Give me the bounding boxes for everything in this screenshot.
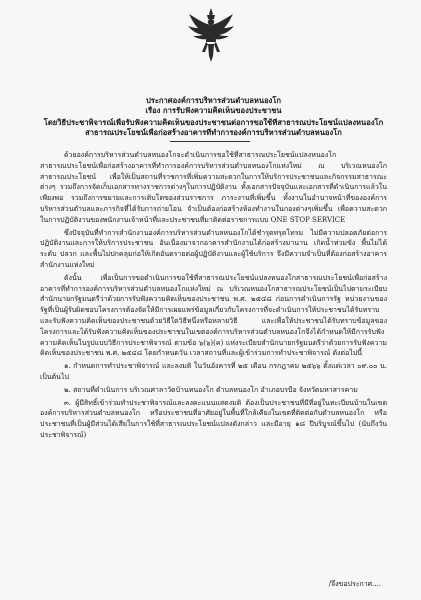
paragraph-background: ด้วยองค์การบริหารส่วนตำบลหนองโกจะดำเนินการขอใช้ที่สาธารณประโยชน์แปลงหนองโก สาธารณประโยชน์เพื่อก่อสร้างอาคารที่ทำการองค์การบริหารส่วนตำบลหนองโกแห่งใหม่ ณ บริเวณหนองโก สาธารณประโยชน์ เพื่อให้เป็นสถานที่ราชการที่เพิ่มความสะดวกในการให้บริการประชาชนและกิจกรรมสาธารณะต่างๆ รวมถึงการจัดเก็บเอกสารทางราชการต่างๆในการปฏิบัติงาน ทั้งเอกสารปัจจุบันและเอกสารที่ดำเนินการแล้วในเพียงพอ รวมถึงการขยายและการเติบโตของส่วนราชการ ภาระงานที่เพิ่มขึ้น ทั้งงานในอำนาจหน้าที่ขององค์การบริหารส่วนตำบลและภารกิจที่ได้รับการถ่ายโอน จำเป็นต้องก่อสร้างห้องทำงานในกองต่างๆเพิ่มขึ้น เพื่อความสะดวกในการปฏิบัติงานของพนักงานเจ้าหน้าที่และประชาชนที่มาติดต่อราชการแบบ ONE STOP SERVICE [40, 151, 387, 224]
paragraph-hearing-method: ดังนั้น เพื่อเป็นการขอดำเนินการขอใช้ที่สาธารณประโยชน์แปลงหนองโกสาธารณประโยชน์เพื่อก่อสร้างอาคารที่ทำการองค์การบริหารส่วนตำบลหนองโกแห่งใหม่ ณ บริเวณหนองโกสาธารณประโยชน์เป็นไปตามระเบียบสำนักนายกรัฐมนตรีว่าด้วยการรับฟังความคิดเห็นของประชาชน พ.ศ. ๒๕๔๘ ก่อนการดำเนินการรัฐ หน่วยงานของรัฐที่เป็นผู้รับผิดชอบโครงการต้องจัดให้มีการเผยแพร่ข้อมูลเกี่ยวกับโครงการที่จะดำเนินการให้ประชาชนได้รับทราบและรับฟังความคิดเห็นของประชาชนด้วยวิธีใดวิธีหนึ่งหรือหลายวิธี และเพื่อให้ประชาชนได้รับทราบข้อมูลของโครงการและได้รับฟังความคิดเห็นของประชาชนในเขตองค์การบริหารส่วนตำบลหนองโกจึงได้กำหนดให้มีการรับฟังความคิดเห็นในรูปแบบวิธีการประชาพิจารณ์ ตามข้อ ๖(๖)(ค) แห่งระเบียบสำนักนายกรัฐมนตรีว่าด้วยการรับฟังความคิดเห็นของประชาชน พ.ศ. ๒๕๔๘ โดยกำหนดวัน เวลาสถานที่และผู้เข้าร่วมการทำประชาพิจารณ์ ดังต่อไปนี้ [40, 273, 387, 358]
paragraph-current-condition: ซึ่งปัจจุบันที่ทำการสำนักงานองค์การบริหารส่วนตำบลหนองโกได้ชำรุดทรุดโทรม ไม่มีความปลอดภัยต่อการปฏิบัติงานและการให้บริการประชาชน อันเนื่องมาจากอาคารสำนักงานได้ก่อสร้างมานาน เกิดน้ำท่วมขัง พื้นไม่ได้ระดับ ปลวก และพื้นไม่ปกคลุมก่อให้เกิดอันตรายต่อผู้ปฏิบัติงานและผู้ใช้บริการ จึงมีความจำเป็นที่ต้องก่อสร้างอาคารสำนักงานแห่งใหม่ [40, 228, 387, 269]
announcement-header [40, 96, 387, 116]
item-eligibility: ๓. ผู้มีสิทธิ์เข้าร่วมทำประชาพิจารณ์และลงคะแนนแสดงมติ ต้องเป็นประชาชนที่มีที่อยู่ในทะเบียนบ้านในเขตองค์การบริหารส่วนตำบลหนองโก หรือประชาชนที่อาศัยอยู่ในพื้นที่ใกล้เคียงในเขตที่ติดต่อกับตำบลหนองโก หรือประชาชนที่เป็นผู้มีส่วนได้เสียในการใช้ที่สาธารณประโยชน์แปลงดังกล่าว และมีอายุ ๑๘ ปีบริบูรณ์ขึ้นไป (นับถึงวันประชาพิจารณ์) [40, 398, 387, 439]
header-subject: เรื่อง การรับฟังความคิดเห็นของประชาชน [145, 106, 282, 116]
header-agency-title: ประกาศองค์การบริหารส่วนตำบลหนองโก [145, 96, 282, 105]
header-divider [170, 141, 250, 142]
garuda-emblem-icon [186, 6, 236, 64]
announcement-body [40, 150, 387, 443]
header-purpose: สาธารณประโยชน์เพื่อก่อสร้างอาคารที่ทำการองค์การบริหารส่วนตำบลหนองโก [85, 128, 342, 138]
item-schedule: ๑. กำหนดการทำประชาพิจารณ์ และลงมติ ในวันอังคารที่ ๒๕ เดือน กรกฎาคม ๒๕๖๖ ตั้งแต่เวลา ๐๙.๐๐ น. เป็นต้นไป [40, 362, 387, 381]
announcement-subtitle [40, 118, 387, 138]
header-method: โดยวิธีประชาพิจารณ์เพื่อรับฟังความคิดเห็นของประชาชนต่อการขอใช้ที่สาธารณประโยชน์แปลงหนองโก [43, 118, 384, 127]
item-venue: ๒. สถานที่ดำเนินการ บริเวณศาลาวัดบ้านหนองโก ตำบลหนองโก อำเภอบรบือ จังหวัดมหาสารคาม [64, 385, 358, 394]
continuation-note: /จึงขอประกาศ.... [328, 580, 381, 588]
